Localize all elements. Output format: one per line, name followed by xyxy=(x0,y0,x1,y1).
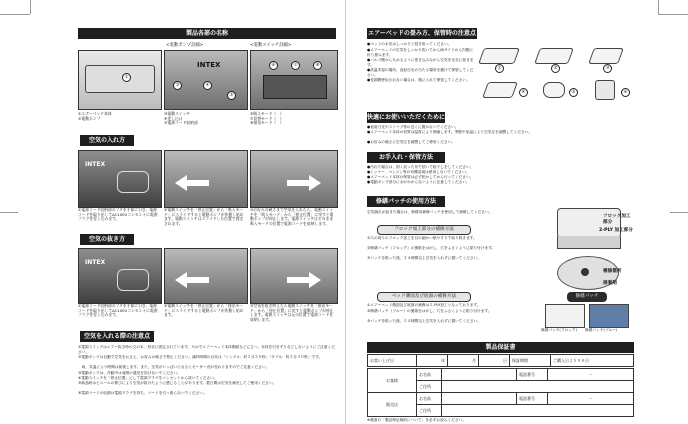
fold-item: ●エアーベッドの空気をしっかり抜いてから両サイドから内側に折り畳みます。 xyxy=(367,48,474,57)
comfort-title: 快適にお使いいただくために xyxy=(367,114,446,121)
pump-detail-label: <電動ポンプ詳細> xyxy=(166,43,204,48)
repair-intro: 空気漏れが起きた場合は、修繕用補修パッチを使用して補修してください。 xyxy=(367,210,493,214)
repair-title: 修繕パッチの使用方法 xyxy=(367,196,445,207)
care-item: ●電動ポンプ部分に水がかからないように注意してください。 xyxy=(367,180,470,184)
left-arrow-icon xyxy=(175,175,187,191)
note-item: ④電動スイッチを「停止位置」にして電源プラグをコンセントから抜いてください。 xyxy=(78,376,218,380)
pump-brand: INTEX xyxy=(197,61,221,69)
customer-name-field[interactable] xyxy=(442,369,517,381)
note-item: ②電動ポンプは自動で空気をおさえ、お好みの硬さで停止ください。満杯時間の目安は「シングル：約２分３０秒」「ダブル：約３分３０秒」です。 xyxy=(78,355,323,359)
customer-name-label: お名前 xyxy=(417,369,442,381)
day-cell[interactable]: 日 xyxy=(479,355,510,367)
comfort-item: ●お好みの硬さに空気圧を調整してご使用ください。 xyxy=(367,140,456,144)
customer-label: お客様 xyxy=(368,369,417,393)
fold-item: ●長期間使用されない場合は、箱に入れて保管してください。 xyxy=(367,78,470,82)
patch-title: 修繕パッチ xyxy=(567,292,607,302)
fold-step-6-shape xyxy=(595,80,615,100)
year-cell[interactable]: 年 xyxy=(417,355,448,367)
notes-title: 空気を入れる際の注意点 xyxy=(80,331,154,342)
deflate-caption-1: ①電源コード収納部のフタを手前に引き、電源コードを取り出してAC100Vコンセントに電源プラグを差し込みます。 xyxy=(78,303,158,318)
fold-item: ●ベッドの水気はしっかりと拭き取ってください。 xyxy=(367,42,452,46)
right-arrow-icon xyxy=(309,175,321,191)
care-item: ●シンナー、ベンジン等の有機溶剤は使用しないでください。 xyxy=(367,170,470,174)
warranty-table xyxy=(367,354,634,367)
customer-address-field[interactable] xyxy=(442,381,634,393)
mattress-side xyxy=(557,236,621,249)
deflate-photo-3 xyxy=(250,248,338,304)
inflate-photo-1 xyxy=(78,150,162,208)
warranty-title: 製品保証書 xyxy=(367,342,634,353)
left-arrow-icon-2 xyxy=(175,272,187,288)
label-flock: フロック加工部分 xyxy=(603,214,631,225)
inflate-title: 空気の入れ方 xyxy=(80,135,134,146)
side-item: ②修繕パッチ（ブルー）の裏紙をはがし、穴をふさぐように貼り付けます。 xyxy=(367,309,492,313)
patch-flock-sample xyxy=(545,304,585,328)
crop-line-mid-right xyxy=(670,212,688,213)
patch-flock-label: 修繕パッチ(フロック) xyxy=(541,328,577,332)
fold-step-1-shape xyxy=(478,48,520,64)
note-item: ①電源スイッチはエアー抜き時の文の本、形状に固定されています。やかでエアーベッド本体側面などに立つ、本体を引きずりなどしないようにご注意ください。 xyxy=(78,345,335,354)
store-address-label: ご住所 xyxy=(417,405,442,417)
note-item: ③電動ポンプは、作動中は周囲の通気を妨げないでください。 xyxy=(78,371,181,375)
flock-method-title: フロック加工部分の補修方法 xyxy=(377,225,471,235)
patch-dot xyxy=(581,268,589,276)
store-address-field[interactable] xyxy=(442,405,634,417)
comfort-item: ●エアーベッド本体の材質は温度により伸縮します。季節や室温により空気圧を調整してください。 xyxy=(367,130,533,134)
customer-tel-field[interactable]: － xyxy=(548,369,634,381)
fold-title: エアーベッドの畳み方、保管時の注意点 xyxy=(368,30,476,37)
inflate-brand: INTEX xyxy=(85,161,106,168)
right-arrow-icon-2 xyxy=(309,272,321,288)
fold-step-6: ⑥ xyxy=(621,88,630,97)
crop-line-top-left xyxy=(0,14,30,15)
patch-blue-label: 修繕パッチ(ブルー) xyxy=(585,328,618,332)
parts-legend-2: ③電動スイッチ ④差し込口 ⑤電源コード収納部 xyxy=(164,111,198,126)
customer-address-label: ご住所 xyxy=(417,381,442,393)
right-arrow-shaft-2 xyxy=(287,277,309,283)
flock-item: ①穴の周りのフロック加工を目の細かい紙やすりで取り除きます。 xyxy=(367,236,477,240)
fold-step-3-shape xyxy=(588,48,624,64)
customer-tel-label: 電話番号 xyxy=(517,369,548,381)
airbed-photo xyxy=(78,50,162,110)
inflate-caption-2: ②電動スイッチを「停止位置」から「吸入モード」にスライドすると電動ポンプが作動し始めます。電動スイッチはスライドした位置で固定されます。 xyxy=(164,207,244,227)
left-arrow-shaft-2 xyxy=(187,277,209,283)
label-patch-site: 補修箇所 xyxy=(603,269,622,274)
note-item: ⑤新品時はビニールの伸びにより空気が抜けたように感じることがあります。数日間は空気を補充してご使用ください。 xyxy=(78,381,277,385)
store-tel-field[interactable]: － xyxy=(548,393,634,405)
airbed-shape xyxy=(85,65,155,93)
care-title: お手入れ・保管方法 xyxy=(367,152,445,163)
inflate-caption-1: ①電源コード収納部のフタを手前に引き、電源コードを取り出してAC100Vコンセントに電源プラグを差し込みます。 xyxy=(78,207,158,222)
label-glue: 接着剤 xyxy=(603,281,617,286)
parts-legend-1: ①エアーベッド本体 ②電動ポンプ xyxy=(78,111,112,121)
fold-step-1: ① xyxy=(495,64,504,73)
crop-line-top-right xyxy=(658,14,688,15)
store-label: 販売店 xyxy=(368,393,417,417)
warranty-period-value: ご購入日より９０日 xyxy=(551,355,634,367)
comfort-item: ●直射日光やストーブ等の近くに置かないでください。 xyxy=(367,125,459,129)
parts-title: 製品各部の名称 xyxy=(78,28,336,39)
deflate-photo-2 xyxy=(164,248,248,304)
inflate-caption-3: ③お好みの硬さまで空気を入れたら、電動スイッチを「吸入モード」から「停止位置」に戻すと電動ポンプが停止します。電源スイッチはそのまま吸入モードの位置で電源コードを収納します。 xyxy=(250,207,334,227)
inflate-photo-2 xyxy=(164,150,248,208)
care-item: ●エアーベッド本体の保管は必ず乾かしてから行ってください。 xyxy=(367,175,474,179)
crop-line-left-vertical xyxy=(30,0,31,14)
warranty-period-label: 保証期間 xyxy=(510,355,551,367)
patch-blue-sample xyxy=(589,304,629,328)
pump-photo xyxy=(164,50,248,110)
crop-line-right-vertical xyxy=(658,0,659,14)
fold-step-3: ③ xyxy=(603,64,612,73)
flock-item: ③パッチを貼った後、２４時間以上空気を入れずに置いてください。 xyxy=(367,256,481,260)
callout-1: ① xyxy=(122,73,131,82)
fold-step-5-shape xyxy=(543,82,565,98)
store-name-field[interactable] xyxy=(442,393,517,405)
callout-3: ③ xyxy=(173,81,182,90)
deflate-caption-2: ②電動スイッチを「停止位置」から「排出モード」にスライドすると電動ポンプが作動し始めます。 xyxy=(164,303,244,318)
crop-line-mid-left xyxy=(0,212,18,213)
switch-detail-label: <電動スイッチ詳細> xyxy=(250,43,292,48)
callout-7: ⑦ xyxy=(291,61,300,70)
switch-photo xyxy=(250,50,338,110)
warranty-note: ※裏面の「製品保証規約について」を必ずお読みください。 xyxy=(367,418,466,422)
parts-legend-3: ⑥吸入モード（ ） ⑦切替モード（ ） ⑧排気モード（ ） xyxy=(250,111,284,126)
power-cord xyxy=(117,171,149,193)
month-cell[interactable]: 月 xyxy=(448,355,479,367)
fold-step-4: ④ xyxy=(519,88,528,97)
label-2ply: 2-PLY 加工部分 xyxy=(599,228,633,233)
callout-4: ④ xyxy=(203,81,212,90)
side-method-title: ベッド側面及び底面の補修方法 xyxy=(377,292,471,302)
store-table xyxy=(367,392,634,417)
switch-panel xyxy=(263,75,327,99)
power-cord-2 xyxy=(117,269,149,291)
center-fold-line xyxy=(345,0,346,424)
callout-6: ⑥ xyxy=(269,61,278,70)
fold-item: ●バルブ側から丸めるように巻き込みながら空気を完全に抜きます。 xyxy=(367,58,474,67)
deflate-title: 空気の抜き方 xyxy=(80,234,134,245)
left-arrow-shaft xyxy=(187,180,209,186)
store-name-label: お名前 xyxy=(417,393,442,405)
customer-table xyxy=(367,368,634,393)
deflate-photo-1 xyxy=(78,248,162,304)
fold-step-5: ⑤ xyxy=(569,88,578,97)
fold-step-2: ② xyxy=(551,64,560,73)
fold-step-2-shape xyxy=(534,48,574,64)
callout-8: ⑧ xyxy=(313,61,322,70)
flock-item: ②修繕パッチ（フロック）の裏紙をはがし、穴をふさぐように貼り付けます。 xyxy=(367,246,496,250)
callout-5: ⑤ xyxy=(227,91,236,100)
inflate-photo-3 xyxy=(250,150,338,208)
deflate-caption-3: ③空気を抜き終えたら電動スイッチを「排出モード」から「停止位置」に戻すと電動ポンプが停止します。電源スイッチは元の位置で電源コードを収納します。 xyxy=(250,303,334,323)
side-item: ③パッチを貼った後、２４時間以上空気を入れずに置いてください。 xyxy=(367,319,481,323)
note-item: ⑥電源コードの収納は電源プラグを持ち、コードを引っ張らないでください。 xyxy=(78,391,207,395)
side-item: ①エアーベッド側面及び底面の補修は２-PLY加工となっております。 xyxy=(367,303,481,307)
fold-item: ●高温多湿の場所、直射日光の当たる場所を避けて保管してください。 xyxy=(367,68,474,77)
note-item: 尚、気温により時間は前後します。また、空気がいっぱいになるとモーター音が変わりますのでご注意ください。 xyxy=(78,365,270,369)
care-item: ●汚れた場合は、固く絞った布で拭いて陰干しをしてください。 xyxy=(367,165,474,169)
fold-step-4-shape xyxy=(482,82,518,98)
deflate-brand: INTEX xyxy=(85,259,106,266)
store-tel-label: 電話番号 xyxy=(517,393,548,405)
fold-steps xyxy=(479,42,634,108)
purchase-date-label: お買い上げ日 xyxy=(368,355,417,367)
right-arrow-shaft xyxy=(287,180,309,186)
